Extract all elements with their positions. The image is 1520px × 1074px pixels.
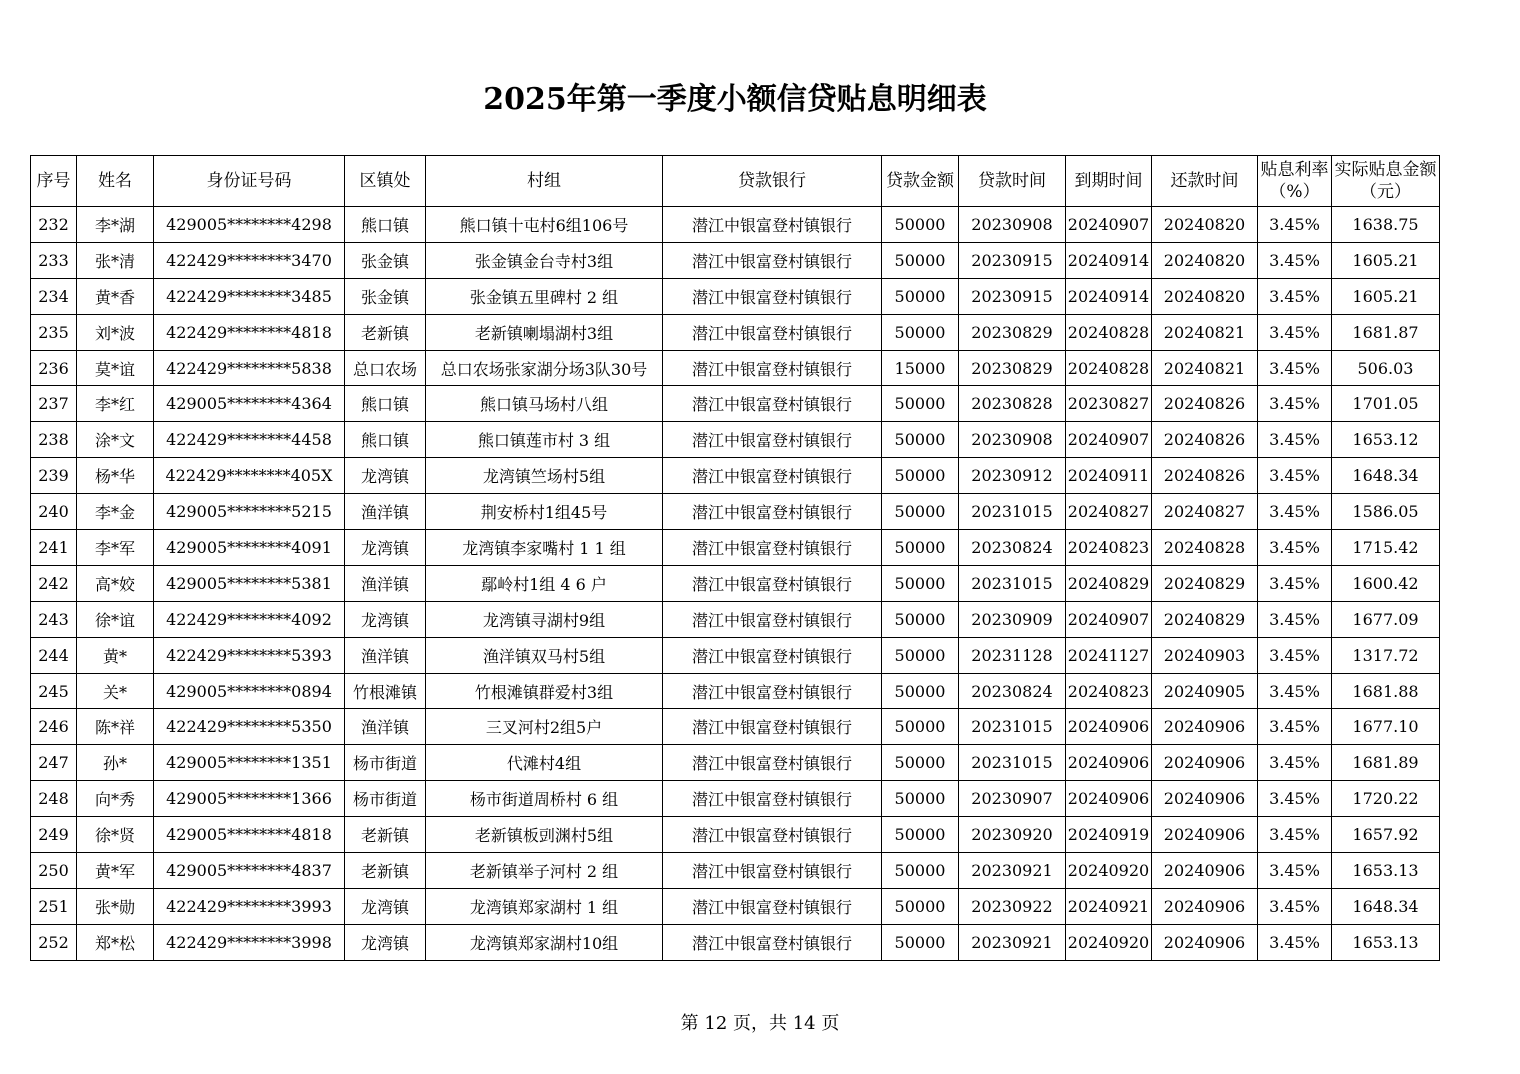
due-date-cell: 20240921 (1066, 888, 1152, 924)
due-date-cell: 20240907 (1066, 207, 1152, 243)
bank-cell: 潜江中银富登村镇银行 (663, 314, 882, 350)
table-header-row (31, 156, 1440, 207)
seq-cell: 245 (31, 673, 77, 709)
amount-cell: 50000 (882, 494, 959, 530)
amount-cell: 50000 (882, 458, 959, 494)
due-date-cell: 20240907 (1066, 601, 1152, 637)
loan-date-cell: 20230912 (959, 458, 1066, 494)
subsidy-cell: 1681.87 (1332, 314, 1440, 350)
amount-cell: 50000 (882, 242, 959, 278)
name-cell: 黄* (77, 637, 154, 673)
subsidy-cell: 1657.92 (1332, 817, 1440, 853)
bank-cell: 潜江中银富登村镇银行 (663, 745, 882, 781)
seq-cell: 233 (31, 242, 77, 278)
id-number-cell: 429005********4837 (154, 853, 345, 889)
town-cell: 渔洋镇 (345, 565, 426, 601)
town-cell: 渔洋镇 (345, 494, 426, 530)
name-cell: 郑*松 (77, 924, 154, 960)
name-cell: 徐*谊 (77, 601, 154, 637)
loan-date-cell: 20230824 (959, 673, 1066, 709)
name-cell: 李*湖 (77, 207, 154, 243)
due-date-cell: 20240911 (1066, 458, 1152, 494)
repay-date-cell: 20240826 (1152, 422, 1258, 458)
table-row (31, 278, 1440, 314)
header-cell: 区镇处 (345, 156, 426, 207)
amount-cell: 15000 (882, 350, 959, 386)
loan-date-cell: 20230909 (959, 601, 1066, 637)
id-number-cell: 429005********1351 (154, 745, 345, 781)
name-cell: 杨*华 (77, 458, 154, 494)
subsidy-cell: 1586.05 (1332, 494, 1440, 530)
seq-cell: 236 (31, 350, 77, 386)
subsidy-cell: 1677.09 (1332, 601, 1440, 637)
rate-cell: 3.45% (1258, 314, 1332, 350)
table-row (31, 888, 1440, 924)
name-cell: 徐*贤 (77, 817, 154, 853)
subsidy-cell: 506.03 (1332, 350, 1440, 386)
amount-cell: 50000 (882, 530, 959, 566)
amount-cell: 50000 (882, 817, 959, 853)
amount-cell: 50000 (882, 278, 959, 314)
rate-cell: 3.45% (1258, 637, 1332, 673)
town-cell: 龙湾镇 (345, 601, 426, 637)
header-cell: 还款时间 (1152, 156, 1258, 207)
seq-cell: 241 (31, 530, 77, 566)
page-title: 2025年第一季度小额信贷贴息明细表 (483, 82, 987, 117)
due-date-cell: 20240906 (1066, 709, 1152, 745)
name-cell: 李*红 (77, 386, 154, 422)
seq-cell: 252 (31, 924, 77, 960)
rate-cell: 3.45% (1258, 709, 1332, 745)
rate-cell: 3.45% (1258, 242, 1332, 278)
repay-date-cell: 20240903 (1152, 637, 1258, 673)
bank-cell: 潜江中银富登村镇银行 (663, 637, 882, 673)
id-number-cell: 422429********3485 (154, 278, 345, 314)
table-row (31, 386, 1440, 422)
table-row (31, 924, 1440, 960)
name-cell: 张*清 (77, 242, 154, 278)
table-row (31, 530, 1440, 566)
table-row (31, 745, 1440, 781)
loan-date-cell: 20230908 (959, 422, 1066, 458)
bank-cell: 潜江中银富登村镇银行 (663, 530, 882, 566)
bank-cell: 潜江中银富登村镇银行 (663, 350, 882, 386)
table-row (31, 817, 1440, 853)
village-cell: 杨市街道周桥村 6 组 (426, 781, 663, 817)
loan-date-cell: 20230907 (959, 781, 1066, 817)
repay-date-cell: 20240820 (1152, 207, 1258, 243)
page-number: 第 12 页，共 14 页 (680, 1013, 840, 1034)
id-number-cell: 422429********4092 (154, 601, 345, 637)
due-date-cell: 20240906 (1066, 745, 1152, 781)
bank-cell: 潜江中银富登村镇银行 (663, 458, 882, 494)
bank-cell: 潜江中银富登村镇银行 (663, 207, 882, 243)
id-number-cell: 429005********5215 (154, 494, 345, 530)
seq-cell: 250 (31, 853, 77, 889)
rate-cell: 3.45% (1258, 673, 1332, 709)
village-cell: 龙湾镇竺场村5组 (426, 458, 663, 494)
seq-cell: 243 (31, 601, 77, 637)
name-cell: 张*勋 (77, 888, 154, 924)
header-cell: 贴息利率（%） (1258, 156, 1332, 207)
page-footer (0, 1009, 1520, 1035)
repay-date-cell: 20240820 (1152, 278, 1258, 314)
village-cell: 龙湾镇寻湖村9组 (426, 601, 663, 637)
name-cell: 高*姣 (77, 565, 154, 601)
seq-cell: 238 (31, 422, 77, 458)
subsidy-cell: 1653.13 (1332, 853, 1440, 889)
village-cell: 老新镇板剅渊村5组 (426, 817, 663, 853)
rate-cell: 3.45% (1258, 422, 1332, 458)
bank-cell: 潜江中银富登村镇银行 (663, 422, 882, 458)
village-cell: 熊口镇十屯村6组106号 (426, 207, 663, 243)
subsidy-cell: 1605.21 (1332, 242, 1440, 278)
village-cell: 总口农场张家湖分场3队30号 (426, 350, 663, 386)
table-row (31, 314, 1440, 350)
repay-date-cell: 20240821 (1152, 314, 1258, 350)
subsidy-cell: 1638.75 (1332, 207, 1440, 243)
due-date-cell: 20240827 (1066, 494, 1152, 530)
header-cell: 身份证号码 (154, 156, 345, 207)
bank-cell: 潜江中银富登村镇银行 (663, 817, 882, 853)
bank-cell: 潜江中银富登村镇银行 (663, 278, 882, 314)
id-number-cell: 429005********5381 (154, 565, 345, 601)
amount-cell: 50000 (882, 853, 959, 889)
repay-date-cell: 20240905 (1152, 673, 1258, 709)
rate-cell: 3.45% (1258, 888, 1332, 924)
due-date-cell: 20240920 (1066, 853, 1152, 889)
village-cell: 龙湾镇郑家湖村 1 组 (426, 888, 663, 924)
table-row (31, 422, 1440, 458)
loan-date-cell: 20231128 (959, 637, 1066, 673)
subsidy-cell: 1648.34 (1332, 888, 1440, 924)
due-date-cell: 20240920 (1066, 924, 1152, 960)
seq-cell: 247 (31, 745, 77, 781)
town-cell: 熊口镇 (345, 422, 426, 458)
rate-cell: 3.45% (1258, 781, 1332, 817)
table-row (31, 709, 1440, 745)
seq-cell: 246 (31, 709, 77, 745)
rate-cell: 3.45% (1258, 207, 1332, 243)
amount-cell: 50000 (882, 745, 959, 781)
due-date-cell: 20240829 (1066, 565, 1152, 601)
town-cell: 渔洋镇 (345, 637, 426, 673)
village-cell: 老新镇举子河村 2 组 (426, 853, 663, 889)
town-cell: 熊口镇 (345, 386, 426, 422)
subsidy-cell: 1653.12 (1332, 422, 1440, 458)
repay-date-cell: 20240906 (1152, 745, 1258, 781)
id-number-cell: 422429********5350 (154, 709, 345, 745)
due-date-cell: 20240914 (1066, 278, 1152, 314)
name-cell: 莫*谊 (77, 350, 154, 386)
seq-cell: 244 (31, 637, 77, 673)
due-date-cell: 20240823 (1066, 673, 1152, 709)
subsidy-cell: 1681.88 (1332, 673, 1440, 709)
rate-cell: 3.45% (1258, 565, 1332, 601)
subsidy-cell: 1317.72 (1332, 637, 1440, 673)
table-row (31, 242, 1440, 278)
rate-cell: 3.45% (1258, 530, 1332, 566)
header-cell: 贷款金额 (882, 156, 959, 207)
bank-cell: 潜江中银富登村镇银行 (663, 673, 882, 709)
id-number-cell: 429005********1366 (154, 781, 345, 817)
loan-date-cell: 20230828 (959, 386, 1066, 422)
village-cell: 荆安桥村1组45号 (426, 494, 663, 530)
loan-date-cell: 20230829 (959, 314, 1066, 350)
loan-date-cell: 20230915 (959, 278, 1066, 314)
amount-cell: 50000 (882, 673, 959, 709)
bank-cell: 潜江中银富登村镇银行 (663, 565, 882, 601)
village-cell: 张金镇五里碑村 2 组 (426, 278, 663, 314)
header-cell: 贷款时间 (959, 156, 1066, 207)
repay-date-cell: 20240906 (1152, 924, 1258, 960)
town-cell: 张金镇 (345, 242, 426, 278)
loan-date-cell: 20230915 (959, 242, 1066, 278)
id-number-cell: 422429********5393 (154, 637, 345, 673)
town-cell: 龙湾镇 (345, 530, 426, 566)
table-row (31, 458, 1440, 494)
loan-date-cell: 20230921 (959, 853, 1066, 889)
seq-cell: 242 (31, 565, 77, 601)
amount-cell: 50000 (882, 888, 959, 924)
subsidy-cell: 1715.42 (1332, 530, 1440, 566)
seq-cell: 240 (31, 494, 77, 530)
loan-date-cell: 20230922 (959, 888, 1066, 924)
village-cell: 熊口镇莲市村 3 组 (426, 422, 663, 458)
town-cell: 龙湾镇 (345, 458, 426, 494)
amount-cell: 50000 (882, 709, 959, 745)
due-date-cell: 20240823 (1066, 530, 1152, 566)
subsidy-cell: 1600.42 (1332, 565, 1440, 601)
header-cell: 姓名 (77, 156, 154, 207)
id-number-cell: 422429********3993 (154, 888, 345, 924)
town-cell: 张金镇 (345, 278, 426, 314)
id-number-cell: 422429********3998 (154, 924, 345, 960)
town-cell: 老新镇 (345, 314, 426, 350)
repay-date-cell: 20240820 (1152, 242, 1258, 278)
loan-date-cell: 20231015 (959, 494, 1066, 530)
amount-cell: 50000 (882, 207, 959, 243)
bank-cell: 潜江中银富登村镇银行 (663, 781, 882, 817)
table-row (31, 637, 1440, 673)
id-number-cell: 422429********4458 (154, 422, 345, 458)
town-cell: 渔洋镇 (345, 709, 426, 745)
village-cell: 三叉河村2组5户 (426, 709, 663, 745)
due-date-cell: 20240906 (1066, 781, 1152, 817)
table-row (31, 853, 1440, 889)
loan-date-cell: 20230920 (959, 817, 1066, 853)
loan-date-cell: 20230908 (959, 207, 1066, 243)
subsidy-cell: 1720.22 (1332, 781, 1440, 817)
village-cell: 龙湾镇郑家湖村10组 (426, 924, 663, 960)
rate-cell: 3.45% (1258, 278, 1332, 314)
rate-cell: 3.45% (1258, 817, 1332, 853)
bank-cell: 潜江中银富登村镇银行 (663, 494, 882, 530)
loan-date-cell: 20230921 (959, 924, 1066, 960)
town-cell: 杨市街道 (345, 781, 426, 817)
subsidy-cell: 1648.34 (1332, 458, 1440, 494)
rate-cell: 3.45% (1258, 601, 1332, 637)
repay-date-cell: 20240906 (1152, 888, 1258, 924)
name-cell: 陈*祥 (77, 709, 154, 745)
subsidy-cell: 1677.10 (1332, 709, 1440, 745)
repay-date-cell: 20240826 (1152, 386, 1258, 422)
amount-cell: 50000 (882, 601, 959, 637)
table-row (31, 494, 1440, 530)
rate-cell: 3.45% (1258, 494, 1332, 530)
loan-date-cell: 20231015 (959, 745, 1066, 781)
town-cell: 熊口镇 (345, 207, 426, 243)
loan-date-cell: 20231015 (959, 709, 1066, 745)
table-row (31, 207, 1440, 243)
subsidy-cell: 1681.89 (1332, 745, 1440, 781)
id-number-cell: 422429********4818 (154, 314, 345, 350)
amount-cell: 50000 (882, 637, 959, 673)
repay-date-cell: 20240826 (1152, 458, 1258, 494)
id-number-cell: 422429********3470 (154, 242, 345, 278)
repay-date-cell: 20240821 (1152, 350, 1258, 386)
bank-cell: 潜江中银富登村镇银行 (663, 386, 882, 422)
table-row (31, 565, 1440, 601)
rate-cell: 3.45% (1258, 350, 1332, 386)
seq-cell: 249 (31, 817, 77, 853)
name-cell: 李*军 (77, 530, 154, 566)
seq-cell: 251 (31, 888, 77, 924)
town-cell: 杨市街道 (345, 745, 426, 781)
amount-cell: 50000 (882, 924, 959, 960)
repay-date-cell: 20240906 (1152, 853, 1258, 889)
name-cell: 关* (77, 673, 154, 709)
id-number-cell: 422429********5838 (154, 350, 345, 386)
header-cell: 序号 (31, 156, 77, 207)
seq-cell: 248 (31, 781, 77, 817)
due-date-cell: 20230827 (1066, 386, 1152, 422)
rate-cell: 3.45% (1258, 386, 1332, 422)
rate-cell: 3.45% (1258, 458, 1332, 494)
amount-cell: 50000 (882, 565, 959, 601)
name-cell: 黄*香 (77, 278, 154, 314)
due-date-cell: 20240828 (1066, 314, 1152, 350)
table-body (31, 207, 1440, 961)
seq-cell: 239 (31, 458, 77, 494)
name-cell: 向*秀 (77, 781, 154, 817)
id-number-cell: 429005********4818 (154, 817, 345, 853)
amount-cell: 50000 (882, 386, 959, 422)
rate-cell: 3.45% (1258, 924, 1332, 960)
bank-cell: 潜江中银富登村镇银行 (663, 924, 882, 960)
bank-cell: 潜江中银富登村镇银行 (663, 888, 882, 924)
name-cell: 涂*文 (77, 422, 154, 458)
loan-subsidy-table (30, 155, 1440, 961)
village-cell: 张金镇金台寺村3组 (426, 242, 663, 278)
bank-cell: 潜江中银富登村镇银行 (663, 601, 882, 637)
subsidy-cell: 1653.13 (1332, 924, 1440, 960)
village-cell: 代滩村4组 (426, 745, 663, 781)
header-cell: 贷款银行 (663, 156, 882, 207)
id-number-cell: 429005********4298 (154, 207, 345, 243)
name-cell: 刘*波 (77, 314, 154, 350)
name-cell: 孙* (77, 745, 154, 781)
village-cell: 龙湾镇李家嘴村 1 1 组 (426, 530, 663, 566)
village-cell: 渔洋镇双马村5组 (426, 637, 663, 673)
amount-cell: 50000 (882, 781, 959, 817)
table-row (31, 350, 1440, 386)
town-cell: 龙湾镇 (345, 924, 426, 960)
town-cell: 竹根滩镇 (345, 673, 426, 709)
id-number-cell: 429005********4364 (154, 386, 345, 422)
table-row (31, 781, 1440, 817)
table-row (31, 601, 1440, 637)
town-cell: 总口农场 (345, 350, 426, 386)
rate-cell: 3.45% (1258, 853, 1332, 889)
repay-date-cell: 20240827 (1152, 494, 1258, 530)
due-date-cell: 20240907 (1066, 422, 1152, 458)
loan-date-cell: 20230829 (959, 350, 1066, 386)
bank-cell: 潜江中银富登村镇银行 (663, 709, 882, 745)
id-number-cell: 429005********4091 (154, 530, 345, 566)
repay-date-cell: 20240829 (1152, 565, 1258, 601)
due-date-cell: 20241127 (1066, 637, 1152, 673)
bank-cell: 潜江中银富登村镇银行 (663, 242, 882, 278)
name-cell: 李*金 (77, 494, 154, 530)
town-cell: 龙湾镇 (345, 888, 426, 924)
village-cell: 鄢岭村1组 4 6 户 (426, 565, 663, 601)
id-number-cell: 429005********0894 (154, 673, 345, 709)
seq-cell: 232 (31, 207, 77, 243)
seq-cell: 234 (31, 278, 77, 314)
name-cell: 黄*军 (77, 853, 154, 889)
repay-date-cell: 20240906 (1152, 781, 1258, 817)
village-cell: 竹根滩镇群爱村3组 (426, 673, 663, 709)
repay-date-cell: 20240829 (1152, 601, 1258, 637)
seq-cell: 237 (31, 386, 77, 422)
table-row (31, 673, 1440, 709)
amount-cell: 50000 (882, 314, 959, 350)
town-cell: 老新镇 (345, 817, 426, 853)
bank-cell: 潜江中银富登村镇银行 (663, 853, 882, 889)
header-cell: 村组 (426, 156, 663, 207)
header-cell: 到期时间 (1066, 156, 1152, 207)
repay-date-cell: 20240906 (1152, 709, 1258, 745)
due-date-cell: 20240919 (1066, 817, 1152, 853)
amount-cell: 50000 (882, 422, 959, 458)
seq-cell: 235 (31, 314, 77, 350)
town-cell: 老新镇 (345, 853, 426, 889)
header-cell: 实际贴息金额（元） (1332, 156, 1440, 207)
subsidy-cell: 1701.05 (1332, 386, 1440, 422)
due-date-cell: 20240828 (1066, 350, 1152, 386)
loan-date-cell: 20231015 (959, 565, 1066, 601)
repay-date-cell: 20240828 (1152, 530, 1258, 566)
repay-date-cell: 20240906 (1152, 817, 1258, 853)
id-number-cell: 422429********405X (154, 458, 345, 494)
village-cell: 老新镇喇塌湖村3组 (426, 314, 663, 350)
subsidy-cell: 1605.21 (1332, 278, 1440, 314)
village-cell: 熊口镇马场村八组 (426, 386, 663, 422)
due-date-cell: 20240914 (1066, 242, 1152, 278)
rate-cell: 3.45% (1258, 745, 1332, 781)
loan-date-cell: 20230824 (959, 530, 1066, 566)
